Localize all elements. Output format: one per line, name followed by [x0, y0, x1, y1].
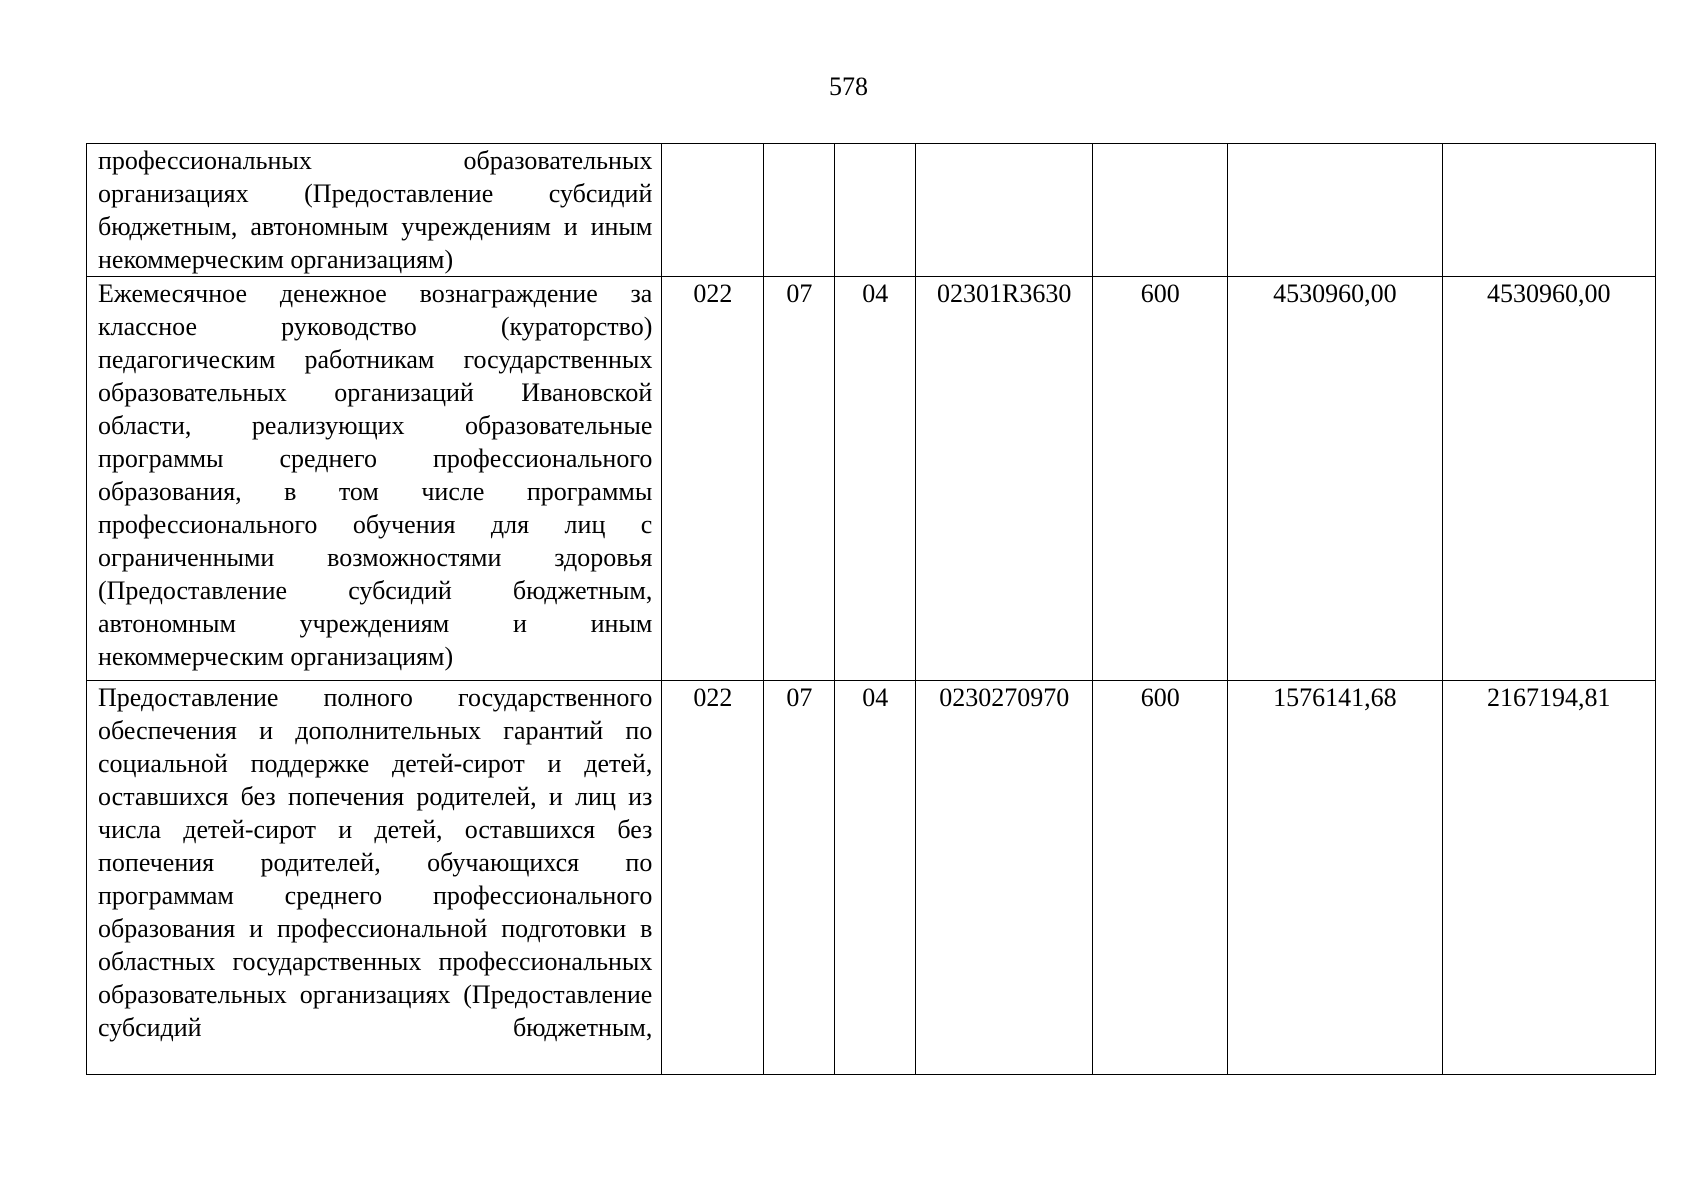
- table-row: [87, 277, 1656, 681]
- amount-2-cell: 2167194,81: [1442, 681, 1655, 1075]
- subsection-cell: 04: [835, 277, 916, 681]
- section-cell: 07: [764, 681, 835, 1075]
- target-article-cell: 02301R3630: [916, 277, 1093, 681]
- table-row: [87, 681, 1656, 1075]
- budget-table: [86, 143, 1656, 1075]
- description-cell: [87, 681, 662, 1075]
- expense-type-cell: 600: [1093, 681, 1228, 1075]
- page-number: 578: [829, 72, 868, 101]
- description-text: профессиональных образовательных организациях (Предоставление субсидий бюджетным, автономным учреждениям и иным некоммерческим организациям): [98, 146, 653, 274]
- section-cell: 07: [764, 277, 835, 681]
- expense-type-cell: [1093, 144, 1228, 277]
- target-article-cell: 0230270970: [916, 681, 1093, 1075]
- target-article-cell: [916, 144, 1093, 277]
- section-cell: [764, 144, 835, 277]
- description-cell: [87, 144, 662, 277]
- subsection-cell: [835, 144, 916, 277]
- description-text: Ежемесячное денежное вознаграждение за классное руководство (кураторство) педагогическим работникам государственных образовательных организаций Ивановской области, реализующих образовательные программы среднего профессионального образования, в том числе программы профессионального обучения для лиц с ограниченными возможностями здоровья (Предоставление субсидий бюджетным, автономным учреждениям и иным некоммерческим организациям): [98, 279, 653, 671]
- ministry-cell: [662, 144, 764, 277]
- amount-2-cell: [1442, 144, 1655, 277]
- amount-1-cell: 1576141,68: [1228, 681, 1442, 1075]
- table-row: [87, 144, 1656, 277]
- ministry-cell: 022: [662, 681, 764, 1075]
- description-text: Предоставление полного государственного обеспечения и дополнительных гарантий по социальной поддержке детей-сирот и детей, оставшихся без попечения родителей, и лиц из числа детей-сирот и детей, оставшихся без попечения родителей, обучающихся по программам среднего профессионального образования и профессиональной подготовки в областных государственных профессиональных образовательных организациях (Предоставление субсидий бюджетным,: [98, 683, 653, 1042]
- amount-2-cell: 4530960,00: [1442, 277, 1655, 681]
- amount-1-cell: [1228, 144, 1442, 277]
- description-cell: [87, 277, 662, 681]
- subsection-cell: 04: [835, 681, 916, 1075]
- amount-1-cell: 4530960,00: [1228, 277, 1442, 681]
- expense-type-cell: 600: [1093, 277, 1228, 681]
- ministry-cell: 022: [662, 277, 764, 681]
